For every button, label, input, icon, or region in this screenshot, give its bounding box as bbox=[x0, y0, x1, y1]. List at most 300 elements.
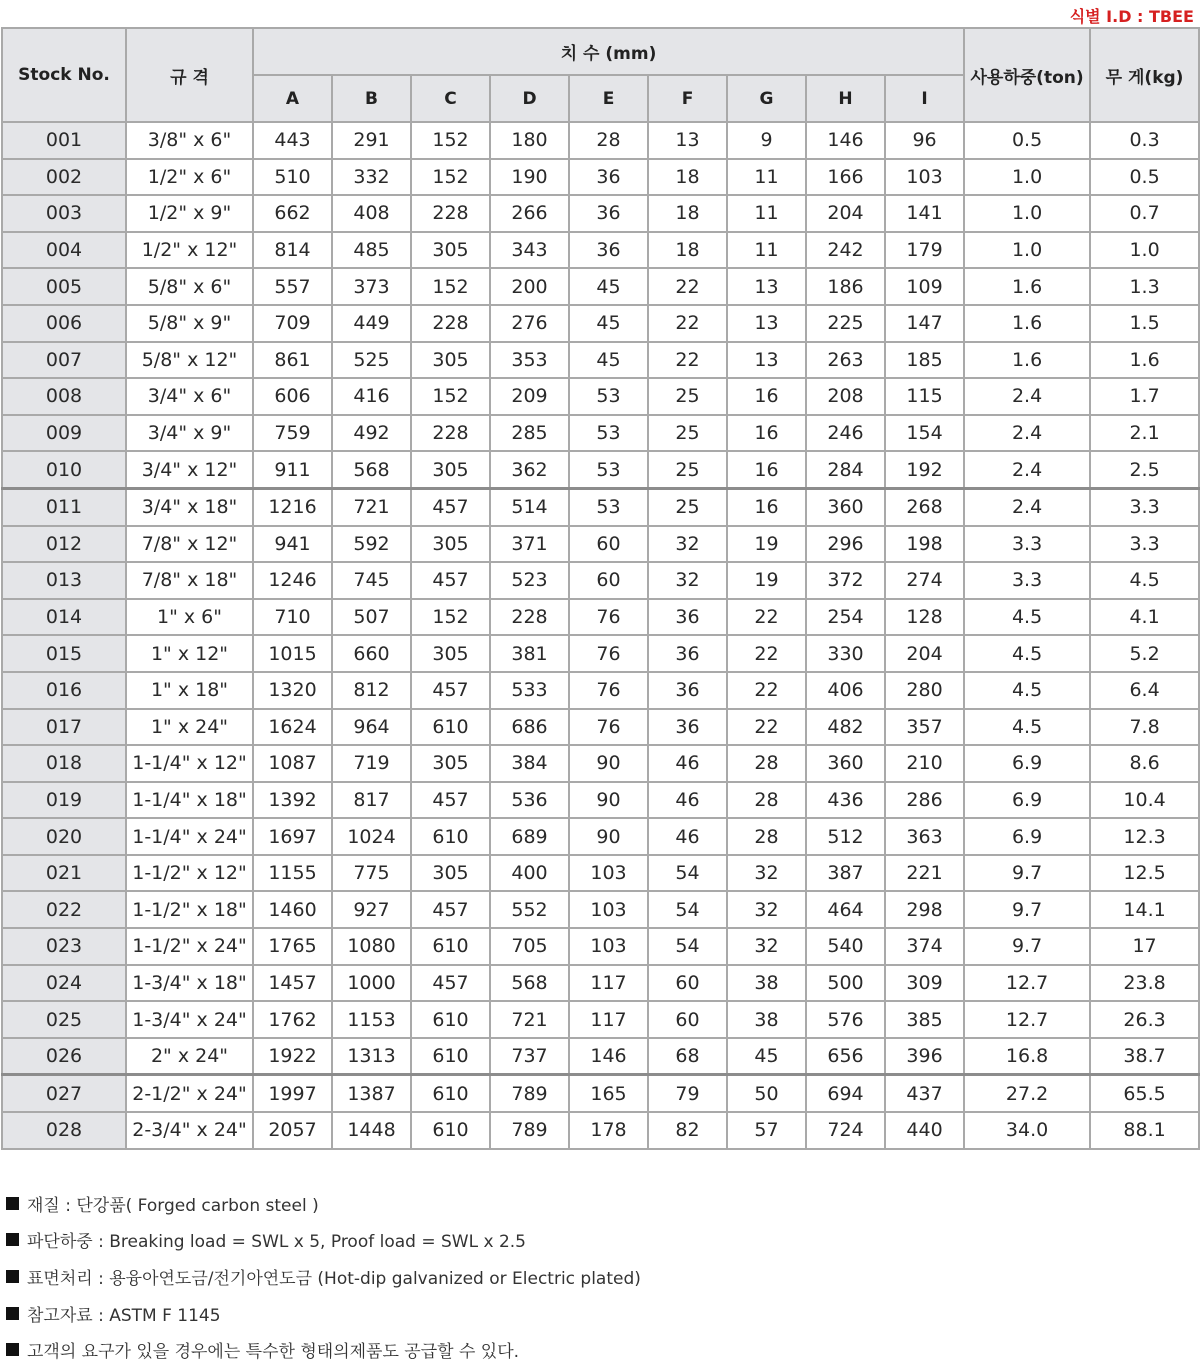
note-item bbox=[6, 1331, 641, 1368]
cell-dim-d: 737 bbox=[490, 1038, 569, 1075]
cell-dim-a: 1015 bbox=[253, 635, 332, 672]
cell-swl: 2.4 bbox=[964, 415, 1090, 452]
cell-stock-no: 012 bbox=[2, 526, 126, 563]
cell-dim-f: 32 bbox=[648, 526, 727, 563]
cell-weight: 0.7 bbox=[1090, 195, 1199, 232]
cell-dim-i: 179 bbox=[885, 232, 964, 269]
cell-dim-c: 305 bbox=[411, 232, 490, 269]
table-row bbox=[2, 1112, 1199, 1149]
cell-swl: 12.7 bbox=[964, 965, 1090, 1002]
cell-dim-g: 50 bbox=[727, 1075, 806, 1112]
cell-dim-g: 13 bbox=[727, 305, 806, 342]
cell-spec: 1" x 18" bbox=[126, 672, 253, 709]
table-row bbox=[2, 451, 1199, 488]
cell-spec: 3/4" x 9" bbox=[126, 415, 253, 452]
cell-dim-c: 305 bbox=[411, 526, 490, 563]
cell-spec: 3/4" x 6" bbox=[126, 378, 253, 415]
header-dim-h: H bbox=[806, 75, 885, 122]
cell-weight: 2.5 bbox=[1090, 451, 1199, 488]
cell-dim-b: 507 bbox=[332, 599, 411, 636]
cell-dim-b: 817 bbox=[332, 782, 411, 819]
table-row bbox=[2, 672, 1199, 709]
cell-dim-i: 274 bbox=[885, 562, 964, 599]
cell-swl: 4.5 bbox=[964, 599, 1090, 636]
cell-dim-b: 416 bbox=[332, 378, 411, 415]
cell-dim-i: 357 bbox=[885, 709, 964, 746]
cell-dim-c: 457 bbox=[411, 965, 490, 1002]
cell-stock-no: 028 bbox=[2, 1112, 126, 1149]
cell-dim-i: 115 bbox=[885, 378, 964, 415]
cell-dim-d: 285 bbox=[490, 415, 569, 452]
cell-dim-g: 13 bbox=[727, 268, 806, 305]
table-row bbox=[2, 562, 1199, 599]
table-row bbox=[2, 415, 1199, 452]
cell-dim-i: 128 bbox=[885, 599, 964, 636]
cell-dim-e: 36 bbox=[569, 195, 648, 232]
cell-weight: 0.5 bbox=[1090, 159, 1199, 196]
cell-dim-c: 457 bbox=[411, 891, 490, 928]
cell-swl: 9.7 bbox=[964, 855, 1090, 892]
cell-dim-i: 154 bbox=[885, 415, 964, 452]
cell-dim-h: 372 bbox=[806, 562, 885, 599]
cell-dim-g: 38 bbox=[727, 1001, 806, 1038]
cell-dim-c: 228 bbox=[411, 195, 490, 232]
table-row bbox=[2, 1038, 1199, 1075]
table-row bbox=[2, 745, 1199, 782]
cell-dim-a: 1155 bbox=[253, 855, 332, 892]
cell-dim-f: 32 bbox=[648, 562, 727, 599]
cell-dim-c: 610 bbox=[411, 928, 490, 965]
cell-dim-g: 22 bbox=[727, 599, 806, 636]
cell-stock-no: 022 bbox=[2, 891, 126, 928]
cell-dim-d: 533 bbox=[490, 672, 569, 709]
cell-dim-h: 242 bbox=[806, 232, 885, 269]
cell-stock-no: 018 bbox=[2, 745, 126, 782]
note-text: 파단하중 : Breaking load = SWL x 5, Proof load = SWL x 2.5 bbox=[27, 1232, 526, 1253]
cell-dim-d: 343 bbox=[490, 232, 569, 269]
cell-dim-i: 309 bbox=[885, 965, 964, 1002]
cell-spec: 1" x 12" bbox=[126, 635, 253, 672]
table-row bbox=[2, 122, 1199, 159]
cell-spec: 1/2" x 6" bbox=[126, 159, 253, 196]
table-row bbox=[2, 378, 1199, 415]
cell-dim-d: 514 bbox=[490, 488, 569, 525]
header-dim-c: C bbox=[411, 75, 490, 122]
cell-dim-b: 1000 bbox=[332, 965, 411, 1002]
cell-dim-h: 406 bbox=[806, 672, 885, 709]
cell-dim-h: 464 bbox=[806, 891, 885, 928]
table-row bbox=[2, 891, 1199, 928]
cell-dim-h: 540 bbox=[806, 928, 885, 965]
cell-weight: 1.0 bbox=[1090, 232, 1199, 269]
cell-weight: 5.2 bbox=[1090, 635, 1199, 672]
cell-dim-c: 152 bbox=[411, 122, 490, 159]
cell-dim-b: 775 bbox=[332, 855, 411, 892]
cell-dim-f: 60 bbox=[648, 1001, 727, 1038]
cell-weight: 14.1 bbox=[1090, 891, 1199, 928]
cell-dim-i: 286 bbox=[885, 782, 964, 819]
cell-spec: 1-1/4" x 18" bbox=[126, 782, 253, 819]
cell-spec: 1-3/4" x 18" bbox=[126, 965, 253, 1002]
cell-dim-d: 552 bbox=[490, 891, 569, 928]
cell-dim-d: 200 bbox=[490, 268, 569, 305]
cell-stock-no: 015 bbox=[2, 635, 126, 672]
table-row bbox=[2, 305, 1199, 342]
header-dim-e: E bbox=[569, 75, 648, 122]
cell-dim-a: 1762 bbox=[253, 1001, 332, 1038]
cell-weight: 7.8 bbox=[1090, 709, 1199, 746]
cell-dim-b: 721 bbox=[332, 488, 411, 525]
cell-dim-h: 360 bbox=[806, 745, 885, 782]
cell-weight: 12.3 bbox=[1090, 818, 1199, 855]
cell-dim-f: 25 bbox=[648, 378, 727, 415]
header-dim-b: B bbox=[332, 75, 411, 122]
cell-stock-no: 005 bbox=[2, 268, 126, 305]
cell-dim-g: 32 bbox=[727, 928, 806, 965]
cell-dim-g: 19 bbox=[727, 526, 806, 563]
cell-dim-g: 16 bbox=[727, 378, 806, 415]
cell-dim-b: 964 bbox=[332, 709, 411, 746]
cell-dim-b: 291 bbox=[332, 122, 411, 159]
header-dim-i: I bbox=[885, 75, 964, 122]
cell-dim-a: 1624 bbox=[253, 709, 332, 746]
table-row bbox=[2, 635, 1199, 672]
cell-dim-c: 228 bbox=[411, 305, 490, 342]
cell-dim-h: 436 bbox=[806, 782, 885, 819]
cell-swl: 0.5 bbox=[964, 122, 1090, 159]
note-item bbox=[6, 1258, 641, 1295]
cell-dim-g: 45 bbox=[727, 1038, 806, 1075]
cell-dim-c: 152 bbox=[411, 159, 490, 196]
cell-dim-b: 373 bbox=[332, 268, 411, 305]
cell-spec: 1/2" x 9" bbox=[126, 195, 253, 232]
cell-dim-d: 789 bbox=[490, 1112, 569, 1149]
cell-dim-h: 208 bbox=[806, 378, 885, 415]
cell-stock-no: 027 bbox=[2, 1075, 126, 1112]
table-row bbox=[2, 965, 1199, 1002]
cell-dim-b: 719 bbox=[332, 745, 411, 782]
cell-dim-i: 385 bbox=[885, 1001, 964, 1038]
cell-dim-h: 694 bbox=[806, 1075, 885, 1112]
cell-dim-h: 263 bbox=[806, 342, 885, 379]
cell-dim-g: 28 bbox=[727, 745, 806, 782]
cell-weight: 26.3 bbox=[1090, 1001, 1199, 1038]
cell-dim-d: 209 bbox=[490, 378, 569, 415]
cell-dim-c: 457 bbox=[411, 672, 490, 709]
cell-weight: 38.7 bbox=[1090, 1038, 1199, 1075]
cell-dim-b: 1080 bbox=[332, 928, 411, 965]
cell-dim-c: 457 bbox=[411, 488, 490, 525]
cell-dim-e: 165 bbox=[569, 1075, 648, 1112]
header-weight: 무 게(kg) bbox=[1090, 28, 1199, 122]
cell-dim-e: 146 bbox=[569, 1038, 648, 1075]
cell-spec: 3/4" x 18" bbox=[126, 488, 253, 525]
cell-dim-c: 610 bbox=[411, 1001, 490, 1038]
cell-dim-c: 610 bbox=[411, 1038, 490, 1075]
cell-dim-i: 103 bbox=[885, 159, 964, 196]
cell-dim-d: 276 bbox=[490, 305, 569, 342]
cell-dim-a: 759 bbox=[253, 415, 332, 452]
cell-dim-i: 396 bbox=[885, 1038, 964, 1075]
cell-weight: 0.3 bbox=[1090, 122, 1199, 159]
cell-dim-i: 141 bbox=[885, 195, 964, 232]
cell-spec: 5/8" x 6" bbox=[126, 268, 253, 305]
cell-spec: 7/8" x 12" bbox=[126, 526, 253, 563]
cell-spec: 1-1/4" x 12" bbox=[126, 745, 253, 782]
cell-dim-a: 1246 bbox=[253, 562, 332, 599]
cell-stock-no: 013 bbox=[2, 562, 126, 599]
cell-swl: 2.4 bbox=[964, 488, 1090, 525]
cell-stock-no: 007 bbox=[2, 342, 126, 379]
cell-swl: 3.3 bbox=[964, 562, 1090, 599]
cell-dim-d: 228 bbox=[490, 599, 569, 636]
note-text: 고객의 요구가 있을 경우에는 특수한 형태의제품도 공급할 수 있다. bbox=[27, 1342, 520, 1363]
note-text: 표면처리 : 용융아연도금/전기아연도금 (Hot-dip galvanized or Electric plated) bbox=[27, 1268, 641, 1289]
cell-dim-h: 225 bbox=[806, 305, 885, 342]
cell-dim-d: 400 bbox=[490, 855, 569, 892]
square-bullet-icon bbox=[6, 1233, 19, 1246]
cell-dim-a: 1997 bbox=[253, 1075, 332, 1112]
cell-dim-e: 103 bbox=[569, 928, 648, 965]
table-row bbox=[2, 268, 1199, 305]
header-spec: 규 격 bbox=[126, 28, 253, 122]
cell-dim-d: 353 bbox=[490, 342, 569, 379]
cell-dim-c: 152 bbox=[411, 268, 490, 305]
cell-weight: 8.6 bbox=[1090, 745, 1199, 782]
header-dim-a: A bbox=[253, 75, 332, 122]
cell-spec: 1/2" x 12" bbox=[126, 232, 253, 269]
cell-dim-e: 60 bbox=[569, 562, 648, 599]
cell-spec: 1-3/4" x 24" bbox=[126, 1001, 253, 1038]
cell-swl: 1.0 bbox=[964, 232, 1090, 269]
cell-dim-b: 812 bbox=[332, 672, 411, 709]
cell-dim-h: 166 bbox=[806, 159, 885, 196]
cell-dim-g: 22 bbox=[727, 635, 806, 672]
table-row bbox=[2, 1075, 1199, 1112]
header-dimensions: 치 수 (mm) bbox=[253, 28, 964, 75]
cell-dim-d: 362 bbox=[490, 451, 569, 488]
cell-dim-i: 185 bbox=[885, 342, 964, 379]
cell-weight: 1.3 bbox=[1090, 268, 1199, 305]
square-bullet-icon bbox=[6, 1307, 19, 1320]
cell-dim-e: 90 bbox=[569, 782, 648, 819]
cell-dim-e: 76 bbox=[569, 599, 648, 636]
cell-dim-d: 180 bbox=[490, 122, 569, 159]
cell-dim-e: 117 bbox=[569, 1001, 648, 1038]
cell-stock-no: 003 bbox=[2, 195, 126, 232]
cell-dim-h: 724 bbox=[806, 1112, 885, 1149]
table-row bbox=[2, 195, 1199, 232]
cell-dim-e: 45 bbox=[569, 268, 648, 305]
cell-stock-no: 024 bbox=[2, 965, 126, 1002]
specification-table bbox=[1, 27, 1200, 1150]
cell-dim-f: 82 bbox=[648, 1112, 727, 1149]
cell-dim-a: 709 bbox=[253, 305, 332, 342]
cell-dim-d: 568 bbox=[490, 965, 569, 1002]
cell-dim-b: 1313 bbox=[332, 1038, 411, 1075]
cell-dim-h: 512 bbox=[806, 818, 885, 855]
cell-stock-no: 009 bbox=[2, 415, 126, 452]
cell-dim-f: 54 bbox=[648, 928, 727, 965]
cell-dim-a: 1460 bbox=[253, 891, 332, 928]
cell-dim-g: 38 bbox=[727, 965, 806, 1002]
cell-spec: 2-1/2" x 24" bbox=[126, 1075, 253, 1112]
cell-dim-a: 606 bbox=[253, 378, 332, 415]
cell-dim-g: 19 bbox=[727, 562, 806, 599]
cell-dim-h: 204 bbox=[806, 195, 885, 232]
cell-dim-a: 911 bbox=[253, 451, 332, 488]
cell-weight: 1.7 bbox=[1090, 378, 1199, 415]
cell-dim-b: 660 bbox=[332, 635, 411, 672]
cell-swl: 27.2 bbox=[964, 1075, 1090, 1112]
cell-dim-c: 305 bbox=[411, 451, 490, 488]
header-dim-d: D bbox=[490, 75, 569, 122]
cell-dim-h: 254 bbox=[806, 599, 885, 636]
cell-dim-h: 186 bbox=[806, 268, 885, 305]
cell-swl: 6.9 bbox=[964, 782, 1090, 819]
cell-dim-b: 485 bbox=[332, 232, 411, 269]
cell-dim-g: 11 bbox=[727, 159, 806, 196]
cell-dim-e: 60 bbox=[569, 526, 648, 563]
cell-swl: 9.7 bbox=[964, 928, 1090, 965]
cell-dim-b: 408 bbox=[332, 195, 411, 232]
cell-dim-c: 305 bbox=[411, 855, 490, 892]
cell-dim-d: 381 bbox=[490, 635, 569, 672]
cell-stock-no: 026 bbox=[2, 1038, 126, 1075]
table-row bbox=[2, 709, 1199, 746]
cell-stock-no: 016 bbox=[2, 672, 126, 709]
cell-dim-f: 18 bbox=[648, 195, 727, 232]
cell-dim-c: 305 bbox=[411, 745, 490, 782]
table-row bbox=[2, 818, 1199, 855]
cell-dim-i: 268 bbox=[885, 488, 964, 525]
cell-dim-d: 523 bbox=[490, 562, 569, 599]
cell-dim-b: 745 bbox=[332, 562, 411, 599]
cell-spec: 1" x 24" bbox=[126, 709, 253, 746]
cell-weight: 12.5 bbox=[1090, 855, 1199, 892]
cell-dim-a: 662 bbox=[253, 195, 332, 232]
cell-weight: 17 bbox=[1090, 928, 1199, 965]
cell-stock-no: 004 bbox=[2, 232, 126, 269]
cell-dim-i: 204 bbox=[885, 635, 964, 672]
cell-dim-d: 371 bbox=[490, 526, 569, 563]
cell-stock-no: 008 bbox=[2, 378, 126, 415]
cell-stock-no: 021 bbox=[2, 855, 126, 892]
cell-weight: 4.1 bbox=[1090, 599, 1199, 636]
cell-swl: 4.5 bbox=[964, 635, 1090, 672]
cell-spec: 1-1/4" x 24" bbox=[126, 818, 253, 855]
cell-dim-a: 710 bbox=[253, 599, 332, 636]
cell-dim-e: 45 bbox=[569, 305, 648, 342]
cell-weight: 2.1 bbox=[1090, 415, 1199, 452]
square-bullet-icon bbox=[6, 1270, 19, 1283]
note-item bbox=[6, 1222, 641, 1259]
cell-dim-d: 705 bbox=[490, 928, 569, 965]
identification-id-label: 식별 I.D : TBEE bbox=[1069, 7, 1194, 26]
note-item bbox=[6, 1295, 641, 1332]
cell-dim-f: 13 bbox=[648, 122, 727, 159]
cell-dim-f: 25 bbox=[648, 451, 727, 488]
cell-dim-e: 103 bbox=[569, 855, 648, 892]
cell-dim-d: 190 bbox=[490, 159, 569, 196]
cell-dim-g: 9 bbox=[727, 122, 806, 159]
cell-dim-f: 54 bbox=[648, 855, 727, 892]
cell-dim-a: 1765 bbox=[253, 928, 332, 965]
table-row bbox=[2, 782, 1199, 819]
cell-dim-g: 57 bbox=[727, 1112, 806, 1149]
cell-dim-a: 861 bbox=[253, 342, 332, 379]
cell-stock-no: 006 bbox=[2, 305, 126, 342]
cell-dim-h: 284 bbox=[806, 451, 885, 488]
cell-dim-c: 152 bbox=[411, 599, 490, 636]
cell-spec: 5/8" x 12" bbox=[126, 342, 253, 379]
cell-spec: 1" x 6" bbox=[126, 599, 253, 636]
cell-dim-a: 941 bbox=[253, 526, 332, 563]
header-dim-g: G bbox=[727, 75, 806, 122]
cell-dim-b: 568 bbox=[332, 451, 411, 488]
cell-dim-b: 332 bbox=[332, 159, 411, 196]
cell-stock-no: 010 bbox=[2, 451, 126, 488]
cell-dim-d: 266 bbox=[490, 195, 569, 232]
cell-dim-f: 36 bbox=[648, 635, 727, 672]
cell-dim-i: 210 bbox=[885, 745, 964, 782]
cell-dim-b: 1024 bbox=[332, 818, 411, 855]
cell-dim-d: 686 bbox=[490, 709, 569, 746]
cell-dim-a: 2057 bbox=[253, 1112, 332, 1149]
cell-weight: 3.3 bbox=[1090, 526, 1199, 563]
cell-dim-b: 927 bbox=[332, 891, 411, 928]
cell-spec: 1-1/2" x 12" bbox=[126, 855, 253, 892]
note-text: 재질 : 단강품( Forged carbon steel ) bbox=[27, 1195, 319, 1216]
cell-swl: 1.6 bbox=[964, 305, 1090, 342]
cell-dim-a: 1087 bbox=[253, 745, 332, 782]
cell-dim-f: 22 bbox=[648, 342, 727, 379]
cell-spec: 5/8" x 9" bbox=[126, 305, 253, 342]
cell-swl: 2.4 bbox=[964, 451, 1090, 488]
cell-dim-e: 53 bbox=[569, 451, 648, 488]
cell-dim-f: 25 bbox=[648, 415, 727, 452]
cell-dim-h: 296 bbox=[806, 526, 885, 563]
cell-dim-c: 610 bbox=[411, 709, 490, 746]
cell-dim-e: 53 bbox=[569, 378, 648, 415]
cell-dim-h: 576 bbox=[806, 1001, 885, 1038]
cell-dim-a: 557 bbox=[253, 268, 332, 305]
cell-dim-f: 60 bbox=[648, 965, 727, 1002]
cell-dim-e: 117 bbox=[569, 965, 648, 1002]
cell-dim-f: 46 bbox=[648, 782, 727, 819]
cell-spec: 1-1/2" x 18" bbox=[126, 891, 253, 928]
cell-dim-g: 16 bbox=[727, 488, 806, 525]
cell-dim-c: 610 bbox=[411, 818, 490, 855]
cell-dim-e: 76 bbox=[569, 672, 648, 709]
cell-dim-f: 54 bbox=[648, 891, 727, 928]
cell-spec: 3/4" x 12" bbox=[126, 451, 253, 488]
cell-swl: 1.0 bbox=[964, 195, 1090, 232]
cell-dim-g: 22 bbox=[727, 709, 806, 746]
cell-dim-i: 96 bbox=[885, 122, 964, 159]
table-row bbox=[2, 342, 1199, 379]
cell-dim-f: 36 bbox=[648, 672, 727, 709]
cell-dim-e: 178 bbox=[569, 1112, 648, 1149]
cell-dim-i: 437 bbox=[885, 1075, 964, 1112]
table-row bbox=[2, 526, 1199, 563]
cell-swl: 1.6 bbox=[964, 342, 1090, 379]
square-bullet-icon bbox=[6, 1343, 19, 1356]
notes-list bbox=[6, 1185, 641, 1368]
cell-dim-e: 53 bbox=[569, 415, 648, 452]
cell-dim-a: 510 bbox=[253, 159, 332, 196]
table-row bbox=[2, 232, 1199, 269]
